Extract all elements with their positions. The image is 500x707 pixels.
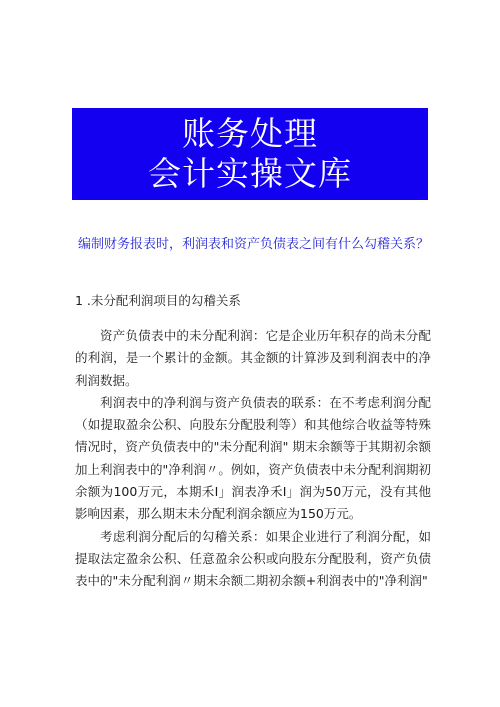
paragraph: 考虑利润分配后的勾稽关系：如果企业进行了利润分配，如提取法定盈余公积、任意盈余公积或向股东分配股利，资产负债表中的"未分配利润〃期末余额二期初余额+利润表中的"净利润" <box>75 528 431 589</box>
paragraph: 资产负债表中的未分配利润：它是企业历年积存的尚未分配的利润，是一个累计的金额。其金额的计算涉及到利润表中的净利润数据。 <box>75 328 431 388</box>
title-banner <box>72 108 428 200</box>
banner-title-line-2: 会计实操文库 <box>148 154 352 193</box>
body-text <box>75 325 431 593</box>
banner-title-line-1: 账务处理 <box>182 114 318 153</box>
paragraph: 利润表中的净利润与资产负债表的联系：在不考虑利润分配（如提取盈余公积、向股东分配股利等）和其他综合收益等特殊情况时，资产负债表中的"未分配利润" 期末余额等于其期初余额加上利润表中的"净利润〃。例如，资产负债表中未分配利润期初余额为100万元，本期禾I」润表净禾I」润为50万元，没有其他影响因素，那么期末未分配利润余额应为150万元。 <box>75 394 431 522</box>
section-heading: 1 .未分配利润项目的勾稽关系 <box>75 293 241 308</box>
question-heading: 编制财务报表时，利润表和资产负债表之间有什么勾稽关系？ <box>78 237 430 252</box>
